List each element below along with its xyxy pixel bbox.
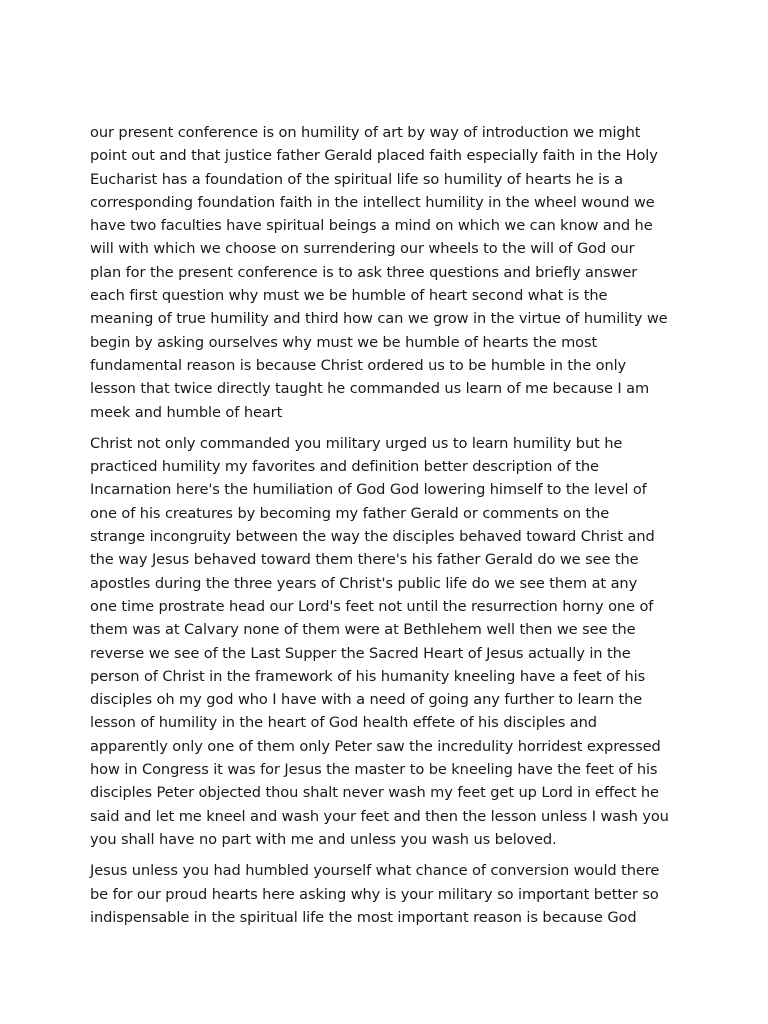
text-line: apostles during the three years of Christ's public life do we see them at any: [90, 574, 638, 592]
text-line: how in Congress it was for Jesus the master to be kneeling have the feet of his: [90, 761, 658, 779]
text-line: Incarnation here's the humiliation of God God lowering himself to the level of: [90, 481, 647, 499]
paragraph-3: [90, 859, 708, 929]
text-line: lesson of humility in the heart of God health effete of his disciples and: [90, 714, 597, 732]
text-line: plan for the present conference is to ask three questions and briefly answer: [90, 263, 638, 281]
text-line: one time prostrate head our Lord's feet not until the resurrection horny one of: [90, 597, 654, 615]
text-line: corresponding foundation faith in the intellect humility in the wheel wound we: [90, 193, 655, 211]
text-line: lesson that twice directly taught he commanded us learn of me because I am: [90, 380, 650, 398]
paragraph-2: [90, 432, 708, 851]
text-line: meek and humble of heart: [90, 403, 283, 421]
text-line: fundamental reason is because Christ ordered us to be humble in the only: [90, 356, 627, 374]
text-line: practiced humility my favorites and definition better description of the: [90, 458, 599, 476]
text-line: will with which we choose on surrendering our wheels to the will of God our: [90, 240, 635, 258]
text-line: them was at Calvary none of them were at Bethlehem well then we see the: [90, 621, 636, 639]
text-line: strange incongruity between the way the disciples behaved toward Christ and: [90, 528, 655, 546]
paragraph-1: [90, 121, 708, 424]
text-line: disciples Peter objected thou shalt never wash my feet get up Lord in effect he: [90, 784, 659, 802]
text-line: Christ not only commanded you military urged us to learn humility but he: [90, 434, 623, 452]
text-line: said and let me kneel and wash your feet and then the lesson unless I wash you: [90, 807, 669, 825]
text-line: apparently only one of them only Peter saw the incredulity horridest expressed: [90, 737, 661, 755]
text-line: indispensable in the spiritual life the most important reason is because God: [90, 908, 637, 926]
text-line: meaning of true humility and third how can we grow in the virtue of humility we: [90, 310, 668, 328]
text-line: Jesus unless you had humbled yourself what chance of conversion would there: [90, 862, 660, 880]
text-line: Eucharist has a foundation of the spiritual life so humility of hearts he is a: [90, 170, 624, 188]
text-line: person of Christ in the framework of his humanity kneeling have a feet of his: [90, 667, 646, 685]
text-line: begin by asking ourselves why must we be humble of hearts the most: [90, 333, 598, 351]
text-line: point out and that justice father Gerald placed faith especially faith in the Holy: [90, 147, 658, 165]
text-line: our present conference is on humility of art by way of introduction we might: [90, 124, 641, 141]
text-line: disciples oh my god who I have with a need of going any further to learn the: [90, 691, 643, 709]
text-line: be for our proud hearts here asking why is your military so important better so: [90, 885, 659, 903]
text-line: one of his creatures by becoming my father Gerald or comments on the: [90, 504, 610, 522]
text-line: each first question why must we be humble of heart second what is the: [90, 287, 608, 305]
text-line: reverse we see of the Last Supper the Sacred Heart of Jesus actually in the: [90, 644, 631, 662]
text-line: have two faculties have spiritual beings a mind on which we can know and he: [90, 217, 653, 235]
text-line: the way Jesus behaved toward them there's his father Gerald do we see the: [90, 551, 639, 569]
text-line: you shall have no part with me and unless you wash us beloved.: [90, 830, 557, 848]
